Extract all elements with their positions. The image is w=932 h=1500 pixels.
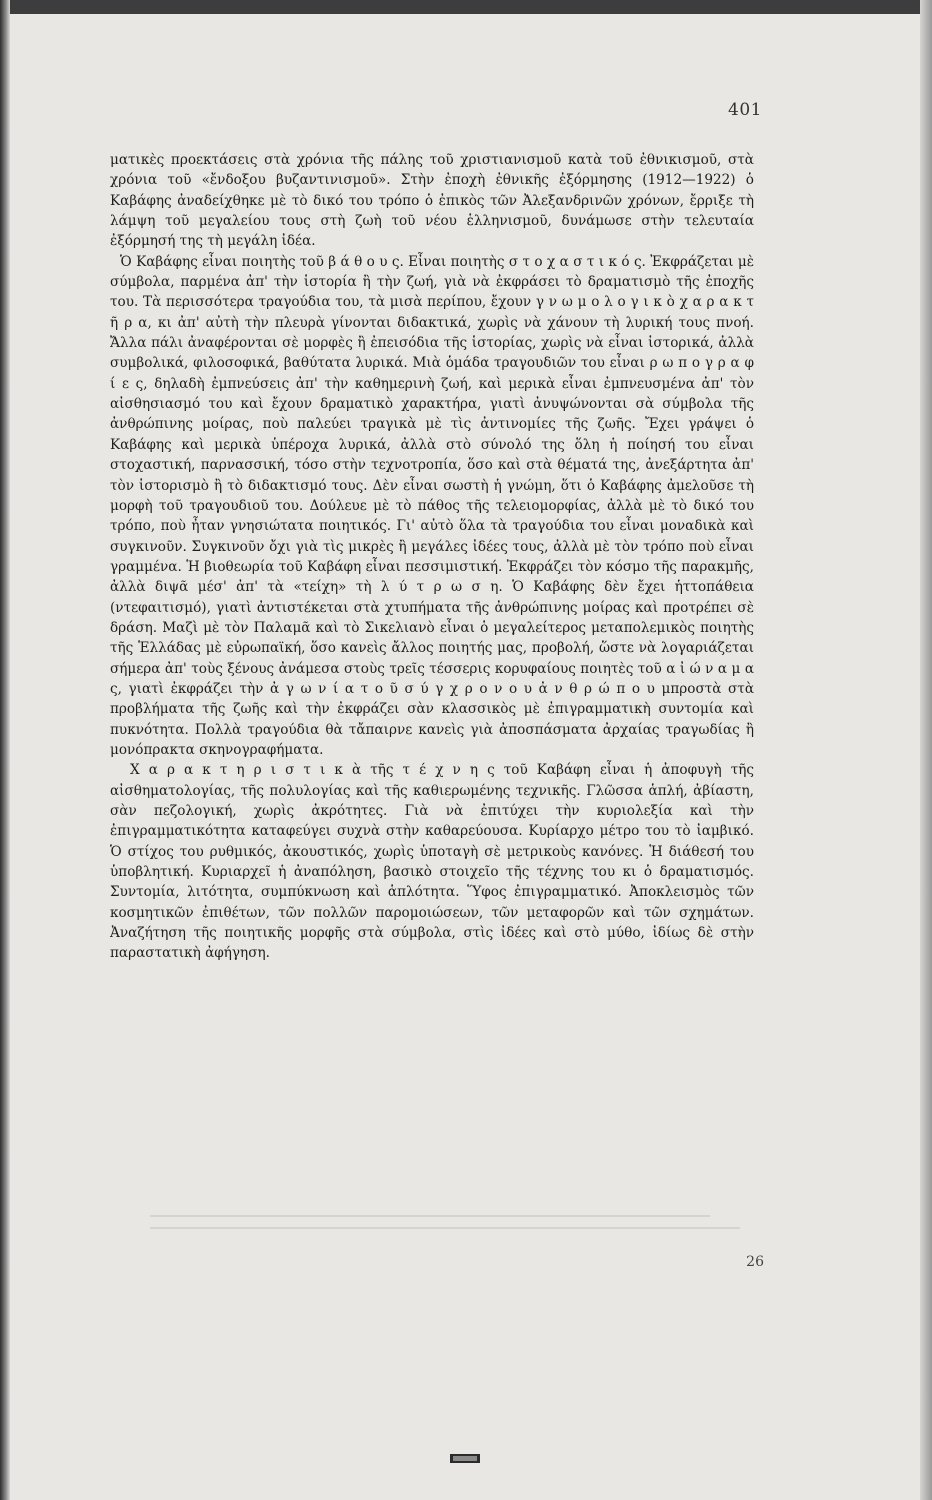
library-stamp-mark xyxy=(450,1454,480,1463)
paragraph-continuation: ματικὲς προεκτάσεις στὰ χρόνια τῆς πάλης τοῦ χριστιανισμοῦ κατὰ τοῦ ἐθνικισμοῦ, στὰ χρόνια τοῦ «ἔνδοξου βυζαντινισμοῦ». Στὴν ἐποχὴ ἐθνικῆς ἐξόρμησης (1912—1922) ὁ Καβάφης ἀναδείχθηκε μὲ τὸ δικό του τρόπο ὁ ἐπικὸς τῶν Ἀλεξανδρινῶν χρόνων, ἔρριξε τὴ λάμψη τοῦ μεγαλείου τους στὴ ζωὴ τοῦ νέου ἑλληνισμοῦ, δυνάμωσε στὴν τελευταία ἐξόρμησή της τὴ μεγάλη ἰδέα. xyxy=(110,152,754,250)
scan-top-edge xyxy=(0,0,932,14)
paragraph-cavafy-depth: Ὁ Καβάφης εἶναι ποιητὴς τοῦ β ά θ ο υ ς. Εἶναι ποιητὴς σ τ ο χ α σ τ ι κ ό ς. Ἐκφράζεται μὲ σύμβολα, παρμένα ἀπ' τὴν ἱστορία ἢ τὴν ζωή, γιὰ νὰ ἐκφράσει τὸ δραματισμὸ τῆς ἐποχῆς του. Τὰ περισσότερα τραγούδια του, τὰ μισὰ περίπου, ἔχουν γ ν ω μ ο λ ο γ ι κ ὸ χ α ρ α κ τ ῆ ρ α, κι ἀπ' αὐτὴ τὴν πλευρὰ γίνονται διδακτικά, χωρὶς νὰ χάνουν τὴ λυρική τους πνοή. Ἄλλα πάλι ἀναφέρονται σὲ μορφὲς ἢ ἐπεισόδια τῆς ἱστορίας, χωρὶς νὰ εἶναι ἱστορικά, ἀλλὰ συμβολικά, φιλοσοφικά, βαθύτατα λυρικά. Μιὰ ὁμάδα τραγουδιῶν του εἶναι ρ ω π ο γ ρ α φ ί ε ς, δηλαδὴ ἐμπνεύσεις ἀπ' τὴν καθημερινὴ ζωή, καὶ μερικὰ εἶναι ἐμπνευσμένα ἀπ' τὸν αἰσθησιασμό του καὶ ἔχουν δραματικὸ χαρακτήρα, γιατὶ ἀνυψώνονται σὰ σύμβολα τῆς ἀνθρώπινης μοίρας, ποὺ παλεύει τραγικὰ μὲ τὶς ἀντινομίες τῆς ζωῆς. Ἔχει γράψει ὁ Καβάφης καὶ μερικὰ ὑπέροχα λυρικά, ἀλλὰ στὸ σύνολό της ὅλη ἡ ποίησή του εἶναι στοχαστική, παρνασσική, τόσο στὴν τεχνοτροπία, ὅσο καὶ στὰ θέματά της, ἀνεξάρτητα ἀπ' τὸν ἱστορισμὸ ἢ τὸ διδακτισμό τους. Δὲν εἶναι σωστὴ ἡ γνώμη, ὅτι ὁ Καβάφης ἀμελοῦσε τὴ μορφὴ τοῦ τραγουδιοῦ του. Δούλευε μὲ τὸ πάθος τῆς τελειομορφίας, ἀλλὰ μὲ τὸ δικό του τρόπο, ποὺ ἦταν γνησιώτατα ποιητικός. Γι' αὐτὸ ὅλα τὰ τραγούδια του εἶναι μοναδικὰ καὶ συγκινοῦν. Συγκινοῦν ὄχι γιὰ τὶς μικρὲς ἢ μεγάλες ἰδέες τους, ἀλλὰ μὲ τὸν τρόπο ποὺ εἶναι γραμμένα. Ἡ βιοθεωρία τοῦ Καβάφη εἶναι πεσσιμιστική. Ἐκφράζει τὸν κόσμο τῆς παρακμῆς, ἀλλὰ διψᾶ μέσ' ἀπ' τὰ «τείχη» τὴ λ ύ τ ρ ω σ η. Ὁ Καβάφης δὲν ἔχει ἡττοπάθεια (ντεφαιτισμό), γιατὶ ἀντιστέκεται στὰ χτυπήματα τῆς ἀνθρώπινης μοίρας καὶ προτρέπει σὲ δράση. Μαζὶ μὲ τὸν Παλαμᾶ καὶ τὸ Σικελιανὸ εἶναι ὁ μεγαλείτερος μεταπολεμικὸς ποιητὴς τῆς Ἑλλάδας μὲ εὐρωπαϊκή, ὅσο κανεὶς ἄλλος ποιητής μας, προβολή, ὥστε νὰ λογαριάζεται σήμερα ἀπ' τοὺς ξένους ἀνάμεσα στοὺς τρεῖς τέσσερις κορυφαίους ποιητὲς τοῦ α ἰ ώ ν α μ α ς, γιατὶ ἐκφράζει τὴν ἀ γ ω ν ί α τ ο ῦ σ ύ γ χ ρ ο ν ο υ ἀ ν θ ρ ώ π ο υ μπροστὰ στὰ προβλήματα τῆς ζωῆς καὶ τὴν ἐκφράζει σὰν κλασσικὸς μὲ ἐπιγραμματικὴ συντομία καὶ πυκνότητα. Πολλὰ τραγούδια θὰ τἄπαιρνε κανεὶς γιὰ ἀποσπάσματα ἀρχαίας τραγωδίας ἢ μονόπρακτα σκηνογραφήματα. xyxy=(110,253,754,758)
paragraph-art-characteristics: Χ α ρ α κ τ η ρ ι σ τ ι κ ὰ τῆς τ έ χ ν η ς τοῦ Καβάφη εἶναι ἡ ἀποφυγὴ τῆς αἰσθηματολογίας, τῆς πολυλογίας καὶ τῆς καθιερωμένης τεχνικῆς. Γλῶσσα ἁπλή, ἀβίαστη, σὰν πεζολογική, χωρὶς ἀκρότητες. Γιὰ νὰ ἐπιτύχει τὴν κυριολεξία καὶ τὴν ἐπιγραμματικότητα καταφεύγει συχνὰ στὴν καθαρεύουσα. Κυρίαρχο μέτρο του τὸ ἰαμβικό. Ὁ στίχος του ρυθμικός, ἀκουστικός, χωρὶς ὑποταγὴ σὲ μετρικοὺς κανόνες. Ἡ διάθεσή του ὑποβλητική. Κυριαρχεῖ ἡ ἀναπόληση, βασικὸ στοιχεῖο τῆς τέχνης του κι ὁ δραματισμός. Συντομία, λιτότητα, συμπύκνωση καὶ ἁπλότητα. Ὕφος ἐπιγραμματικό. Ἀποκλεισμὸς τῶν κοσμητικῶν ἐπιθέτων, τῶν πολλῶν παρομοιώσεων, τῶν μεταφορῶν καὶ τῶν σχημάτων. Ἀναζήτηση τῆς ποιητικῆς μορφῆς στὰ σύμβολα, στὶς ἰδέες καὶ στὸ μύθο, ἰδίως δὲ στὴν παραστατικὴ ἀφήγηση. xyxy=(110,762,754,962)
bleed-through-marks xyxy=(110,1205,754,1245)
signature-mark: 26 xyxy=(746,1254,764,1270)
scan-right-edge xyxy=(920,0,932,1500)
page-number: 401 xyxy=(728,100,762,120)
body-text xyxy=(110,150,754,964)
scan-left-edge xyxy=(0,0,10,1500)
